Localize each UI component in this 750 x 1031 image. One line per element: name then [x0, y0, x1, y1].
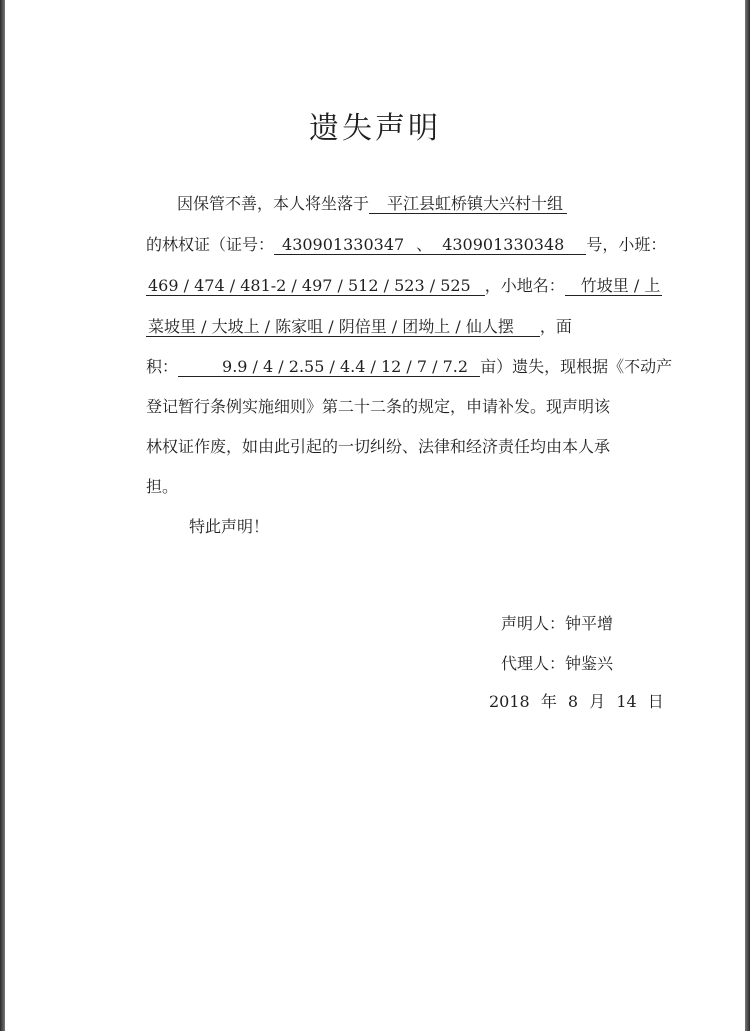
area-values: 9.9 / 4 / 2.55 / 4.4 / 12 / 7 / 7.2 [178, 358, 480, 377]
body-line-7: 林权证作废，如由此引起的一切纠纷、法律和经济责任均由本人承 [146, 437, 611, 456]
declarant-row [501, 614, 613, 634]
date-month: 8 [567, 692, 579, 711]
location-field: 平江县虹桥镇大兴村十组 [369, 195, 567, 214]
area-label-end: 积： [146, 357, 179, 376]
body-line-2 [146, 235, 666, 255]
area-label-start: ，面 [539, 317, 572, 336]
place-names-part-2: 菜坡里 / 大坡上 / 陈家咀 / 阴倍里 / 团坳上 / 仙人摆 [146, 318, 540, 337]
date-year-unit: 年 [540, 692, 557, 711]
cert-number-2: 430901330348 [434, 236, 586, 255]
declarant-label: 声明人： [501, 614, 566, 633]
agent-row [501, 654, 613, 674]
body-line-5 [146, 357, 672, 377]
date-day-unit: 日 [647, 692, 664, 711]
cert-separator: 、 [416, 235, 433, 254]
scan-edge-right [745, 0, 750, 1031]
body-line-3 [146, 276, 662, 296]
compartment-numbers: 469 / 474 / 481-2 / 497 / 512 / 523 / 525 [146, 277, 485, 296]
date-row [489, 692, 664, 712]
declarant-name: 钟平增 [565, 614, 614, 633]
page-title: 遗失声明 [309, 111, 441, 146]
body-line-6: 登记暂行条例实施细则》第二十二条的规定，申请补发。现声明该 [146, 397, 611, 416]
body-line-4 [146, 317, 572, 337]
body-line-8: 担。 [146, 477, 179, 496]
agent-name: 钟鉴兴 [565, 654, 614, 673]
place-name-label: ，小地名： [484, 276, 565, 295]
scan-edge-left [0, 0, 5, 1031]
date-month-unit: 月 [589, 692, 606, 711]
date-year: 2018 [489, 692, 530, 711]
body-line-1 [177, 194, 567, 214]
intro-text: 因保管不善，本人将坐落于 [177, 194, 370, 213]
cert-suffix: 号，小班： [586, 235, 667, 254]
agent-label: 代理人： [501, 654, 566, 673]
area-suffix: 亩）遗失，现根据《不动产 [480, 357, 673, 376]
cert-number-1: 430901330347 [274, 236, 414, 255]
closing-statement: 特此声明！ [189, 517, 270, 536]
cert-prefix: 的林权证（证号： [146, 235, 275, 254]
place-names-part-1: 竹坡里 / 上 [565, 277, 663, 296]
date-day: 14 [616, 692, 637, 711]
